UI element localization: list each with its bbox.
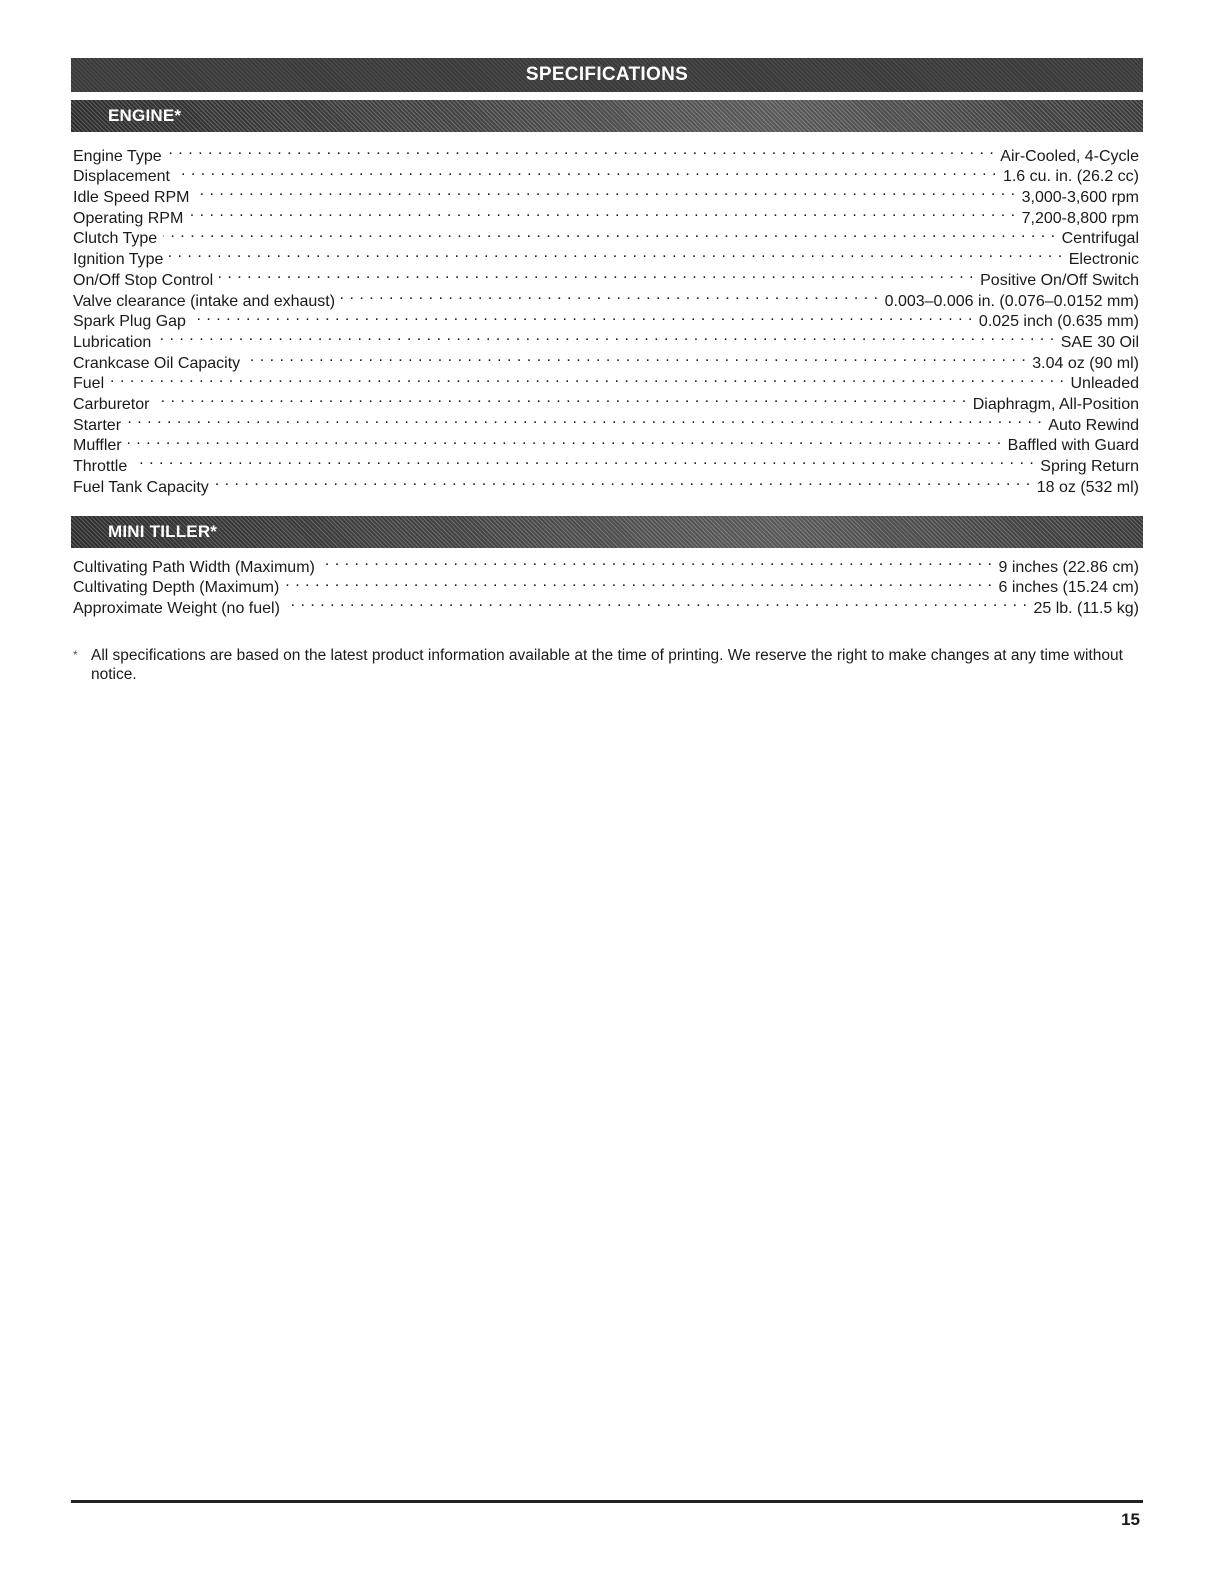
spec-row-on-off-stop-control [73,264,1139,289]
footnote-text: All specifications are based on the latest product information available at the time of printing. We reserve the right to make changes at any time without notice. [91,647,1123,683]
spec-value: Electronic [1068,251,1139,269]
spec-label: Cultivating Depth (Maximum) [73,579,280,597]
spec-row-operating-rpm [73,202,1139,227]
spec-row-starter [73,409,1139,434]
spec-row-fuel [73,368,1139,393]
engine-section-header [71,100,1143,132]
spec-label: Lubrication [73,333,152,351]
mini-tiller-section-title: MINI TILLER* [108,522,218,541]
spec-label: Displacement [73,168,170,186]
spec-label: Engine Type [73,147,162,165]
spec-value: 1.6 cu. in. (26.2 cc) [1002,168,1139,186]
spec-row-idle-speed-rpm [73,181,1139,207]
spec-label: Clutch Type [73,230,158,248]
dot-leader [215,471,1031,492]
dot-leader [155,388,966,409]
dot-leader [219,264,974,285]
spec-row-cultivating-path-width [73,551,1139,576]
spec-row-clutch-type [73,223,1139,248]
spec-value: 6 inches (15.24 cm) [998,579,1139,597]
dot-leader [128,430,1002,451]
spec-value: 0.003–0.006 in. (0.076–0.0152 mm) [884,292,1139,310]
spec-value: Diaphragm, All-Position [972,395,1139,413]
specifications-title-bar [71,58,1143,92]
spec-label: On/Off Stop Control [73,271,214,289]
spec-value: 3.04 oz (90 ml) [1032,354,1139,372]
dot-leader [176,161,997,182]
spec-value: Spring Return [1040,458,1139,475]
engine-spec-list [73,140,1139,496]
spec-value: Centrifugal [1061,230,1139,248]
page-number: 15 [1121,1510,1140,1529]
spec-row-ignition-type [73,243,1139,269]
spec-row-engine-type [73,140,1139,165]
engine-section-title: ENGINE* [108,106,182,125]
spec-label: Throttle [73,458,128,475]
spec-row-crankcase-oil-capacity [73,347,1139,372]
spec-value: 25 lb. (11.5 kg) [1033,600,1139,618]
spec-label: Cultivating Path Width (Maximum) [73,558,315,576]
dot-leader [133,450,1034,471]
spec-label: Starter [73,416,122,434]
spec-row-displacement [73,161,1139,186]
spec-value: 3,000-3,600 rpm [1021,189,1139,207]
spec-label: Fuel Tank Capacity [73,478,209,496]
mini-tiller-spec-list [73,551,1139,618]
spec-label: Ignition Type [73,251,164,269]
dot-leader [192,306,973,327]
dot-leader [189,202,1015,223]
dot-leader [286,592,1028,613]
spec-row-muffler [73,430,1139,455]
mini-tiller-section-header [71,516,1143,548]
footnote-marker: * [73,648,78,662]
spec-row-throttle [73,450,1139,475]
spec-label: Spark Plug Gap [73,313,186,331]
spec-value: 7,200-8,800 rpm [1021,209,1139,227]
spec-value: SAE 30 Oil [1060,333,1139,351]
spec-row-carburetor [73,388,1139,413]
dot-leader [169,243,1062,264]
spec-value: 9 inches (22.86 cm) [998,558,1139,576]
dot-leader [321,551,993,572]
spec-value: Unleaded [1070,375,1139,393]
spec-label: Operating RPM [73,209,184,227]
spec-label: Fuel [73,375,105,393]
spec-value: Air-Cooled, 4-Cycle [1000,147,1139,165]
dot-leader [127,409,1042,430]
dot-leader [246,347,1026,368]
dot-leader [285,572,992,593]
spec-value: Baffled with Guard [1007,437,1139,455]
page-title: SPECIFICATIONS [525,64,689,85]
dot-leader [157,326,1054,347]
spec-label: Muffler [73,437,122,455]
spec-label: Approximate Weight (no fuel) [73,600,280,618]
dot-leader [196,181,1016,202]
spec-row-fuel-tank-capacity [73,471,1139,496]
spec-label: Valve clearance (intake and exhaust) [73,292,336,310]
spec-row-lubrication [73,326,1139,351]
spec-label: Carburetor [73,395,150,413]
footer-rule [71,1500,1143,1503]
spec-label: Crankcase Oil Capacity [73,354,241,372]
dot-leader [110,368,1064,389]
dot-leader [168,140,995,161]
spec-value: 0.025 inch (0.635 mm) [978,313,1139,331]
spec-value: 18 oz (532 ml) [1036,478,1139,496]
spec-value: Positive On/Off Switch [980,271,1139,289]
specifications-footnote [73,646,1139,684]
spec-label: Idle Speed RPM [73,189,190,207]
dot-leader [163,223,1055,244]
dot-leader [341,285,879,306]
spec-value: Auto Rewind [1048,416,1139,434]
